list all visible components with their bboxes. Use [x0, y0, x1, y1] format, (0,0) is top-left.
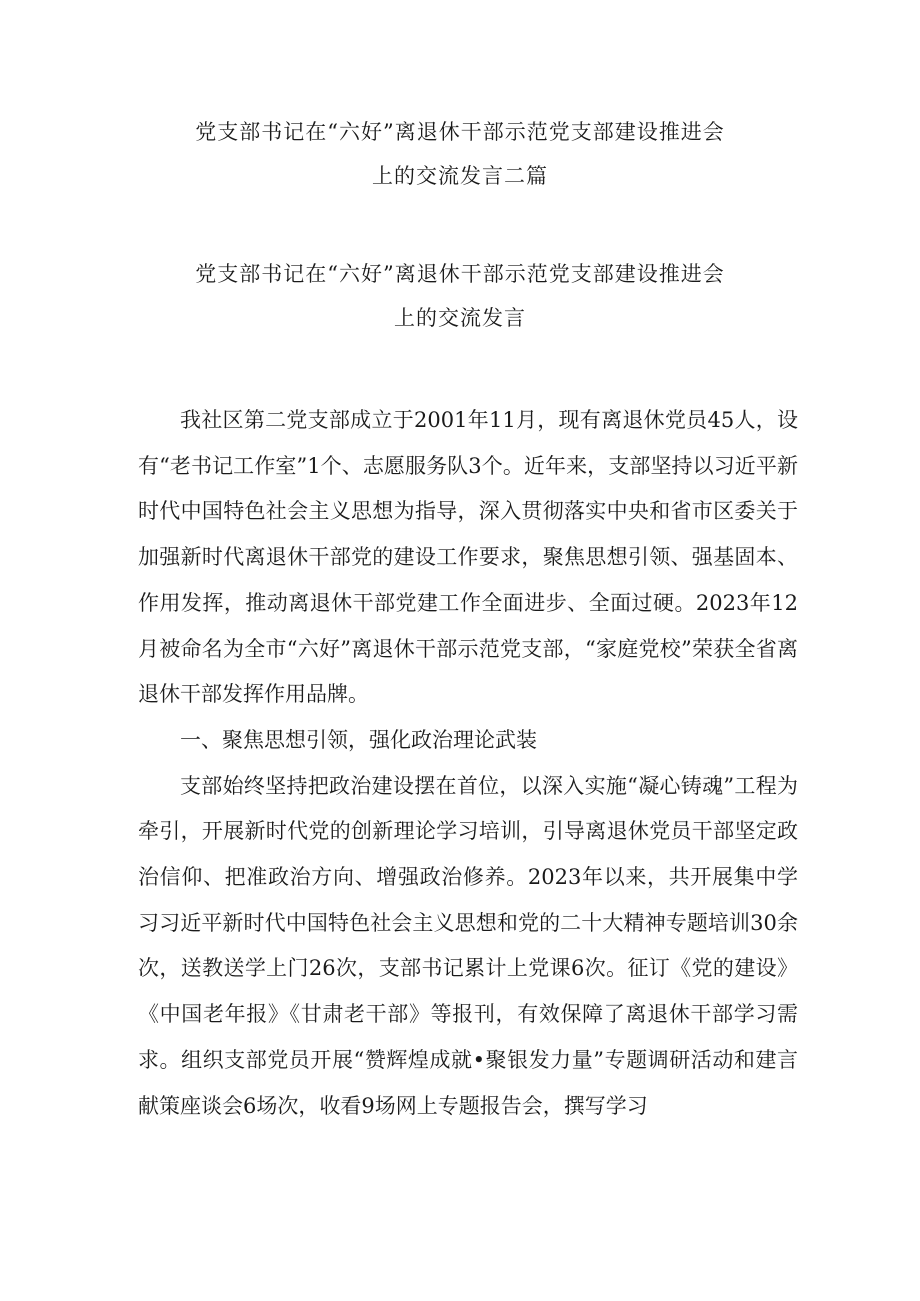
document-title: [0, 110, 920, 198]
speech-title-line-2: 上的交流发言: [394, 306, 526, 330]
speech-title-line-1: 党支部书记在“六好”离退休干部示范党支部建设推进会: [195, 262, 725, 286]
body-text: [138, 398, 798, 1129]
document-title-line-2: 上的交流发言二篇: [372, 164, 548, 188]
intro-paragraph: 我社区第二党支部成立于2001年11月，现有离退休党员45人，设有“老书记工作室”1个、志愿服务队3个。近年来，支部坚持以习近平新时代中国特色社会主义思想为指导，深入贯彻落实中央和省市区委关于加强新时代离退休干部党的建设工作要求，聚焦思想引领、强基固本、作用发挥，推动离退休干部党建工作全面进步、全面过硬。2023年12月被命名为全市“六好”离退休干部示范党支部，“家庭党校”荣获全省离退休干部发挥作用品牌。: [138, 408, 798, 707]
speech-title: [0, 252, 920, 340]
section-paragraph: 支部始终坚持把政治建设摆在首位，以深入实施“凝心铸魂”工程为牵引，开展新时代党的创新理论学习培训，引导离退休党员干部坚定政治信仰、把准政治方向、增强政治修养。2023年以来，共开展集中学习习近平新时代中国特色社会主义思想和党的二十大精神专题培训30余次，送教送学上门26次，支部书记累计上党课6次。征订《党的建设》《中国老年报》《甘肃老干部》等报刊，有效保障了离退休干部学习需求。组织支部党员开展“赞辉煌成就•聚银发力量”专题调研活动和建言献策座谈会6场次，收看9场网上专题报告会，撰写学习: [138, 773, 798, 1118]
document-title-line-1: 党支部书记在“六好”离退休干部示范党支部建设推进会: [195, 120, 725, 144]
section-heading: 一、聚焦思想引领，强化政治理论武装: [180, 727, 537, 752]
